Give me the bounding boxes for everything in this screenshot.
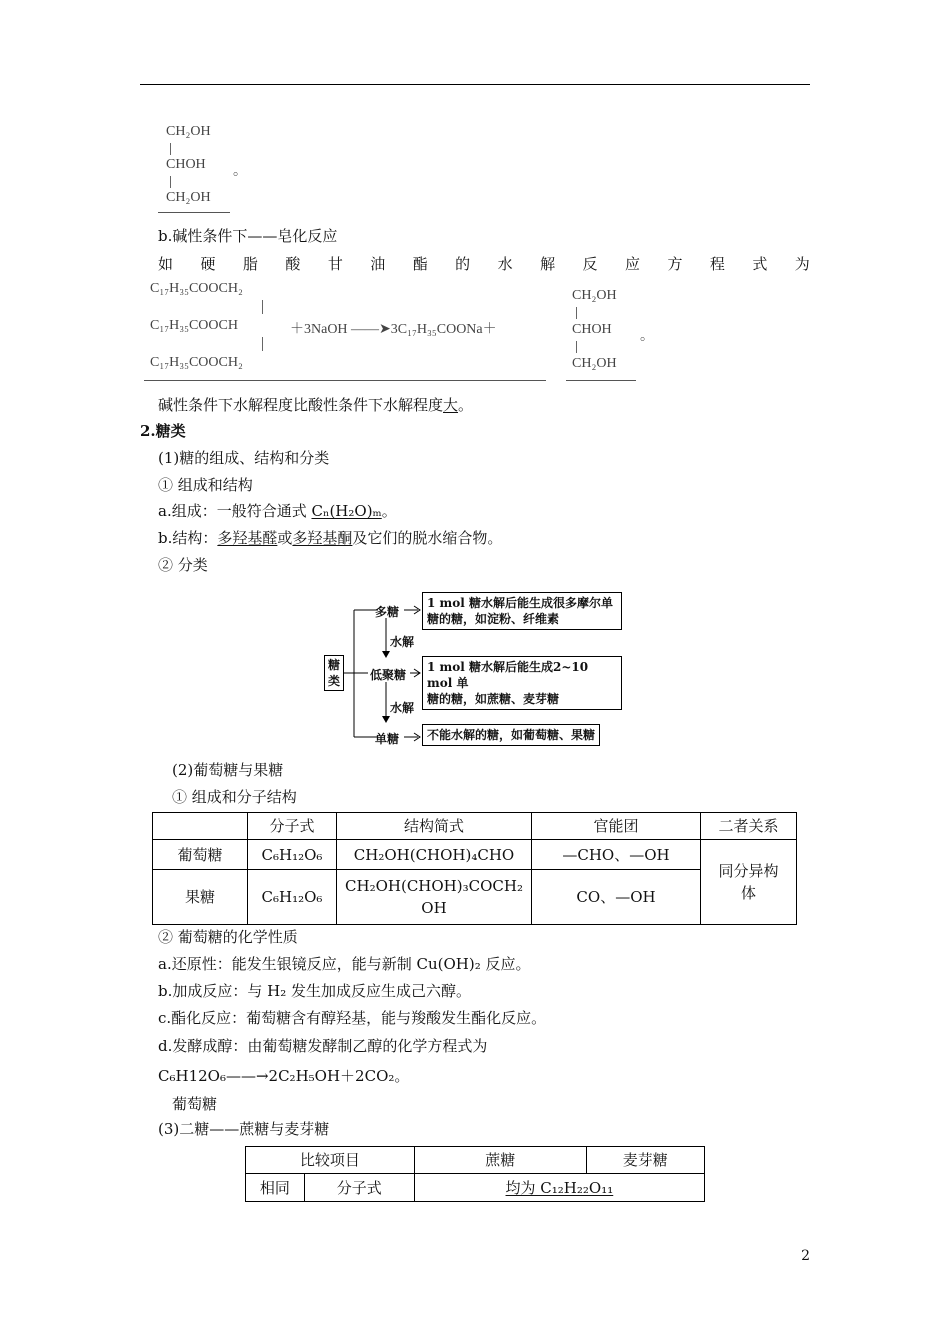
justified-char: 方 [667,255,683,273]
bond-line [576,341,577,353]
justified-char: 程 [709,255,725,273]
page-number: 2 [801,1248,810,1264]
item-molecular-structure: ① 组成和分子结构 [172,788,297,806]
justified-char: 酯 [412,255,428,273]
ester-row-1: C₁₇H₃₅COOCH₂ [150,281,243,296]
table-cell: 分子式 [304,1174,414,1202]
ester-row-2: C₁₇H₃₅COOCH [150,318,238,333]
table-header: 结构简式 [337,813,532,840]
bond-line [262,300,263,314]
table-cell: CH₂OH(CHOH)₄CHO [337,840,532,870]
image-underline [144,380,546,381]
label-hydrolysis-1: 水解 [390,635,415,649]
property-b: b.加成反应：与 H₂ 发生加成反应生成己六醇。 [158,982,472,1000]
glycerol-period: 。 [233,164,247,179]
table-header: 麦芽糖 [586,1147,704,1174]
fermentation-condition: 葡萄糖 [172,1095,218,1113]
justified-char: 脂 [242,255,258,273]
table-cell: 果糖 [153,870,248,925]
glycerol-line-1: CH₂OH [166,124,211,139]
table-cell: —CHO、—OH [532,840,701,870]
property-c: c.酯化反应：葡萄糖含有醇羟基，能与羧酸发生酯化反应。 [158,1009,547,1027]
subsection-2: (2)葡萄糖与果糖 [172,761,284,779]
justified-char: 式 [752,255,768,273]
glycerol-product-2: CHOH [572,322,612,337]
image-underline [566,380,636,381]
justified-char: 水 [497,255,513,273]
table-cell: CH₂OH(CHOH)₃COCH₂ OH [337,870,532,925]
equation-period: 。 [640,329,654,344]
justified-char: 甘 [327,255,343,273]
justified-char: 如 [158,255,174,273]
justified-char: 解 [540,255,556,273]
table-cell: 相同 [246,1174,305,1202]
header-rule [140,84,810,85]
root-box: 糖类 [324,655,344,691]
table-header: 分子式 [248,813,337,840]
glycerol-product-1: CH₂OH [572,288,617,303]
disaccharide-table [245,1146,705,1202]
saponification-title: b.碱性条件下——皂化反应 [158,227,338,245]
table-cell: C₆H₁₂O₆ [248,870,337,925]
label-hydrolysis-2: 水解 [390,701,415,715]
table-header: 官能团 [532,813,701,840]
table-header [153,813,248,840]
justified-char: 应 [624,255,640,273]
justified-char: 油 [370,255,386,273]
glycerol-line-2: CHOH [166,157,206,172]
table-cell-relation: 同分异构 体 [701,840,797,925]
justified-char: 反 [582,255,598,273]
table-header: 比较项目 [246,1147,415,1174]
box-monosaccharide: 不能水解的糖，如葡萄糖、果糖 [422,724,600,746]
ester-row-3: C₁₇H₃₅COOCH₂ [150,355,243,370]
item-composition-structure: ① 组成和结构 [158,476,253,494]
table-header: 二者关系 [701,813,797,840]
table-header: 蔗糖 [414,1147,586,1174]
label-monosaccharide: 单糖 [375,732,400,746]
box-polysaccharide: 1 mol 糖水解后能生成很多摩尔单 糖的糖，如淀粉、纤维素 [422,592,622,630]
equation-middle: ＋3NaOH ——➤3C₁₇H₃₅COONa＋ [290,322,497,337]
table-cell: 均为 C₁₂H₂₂O₁₁ [414,1174,704,1202]
justified-line [158,254,810,274]
table-cell: C₆H₁₂O₆ [248,840,337,870]
bond-line [576,307,577,319]
structure-line: b.结构：多羟基醛或多羟基酮及它们的脱水缩合物。 [158,529,503,547]
justified-char: 酸 [285,255,301,273]
property-d: d.发酵成醇：由葡萄糖发酵制乙醇的化学方程式为 [158,1037,488,1055]
composition-line: a.组成：一般符合通式 Cₙ(H₂O)ₘ。 [158,502,397,520]
bond-line [170,143,171,155]
box-oligosaccharide: 1 mol 糖水解后能生成2~10 mol 单 糖的糖，如蔗糖、麦芽糖 [422,656,622,710]
item-chemical-properties: ② 葡萄糖的化学性质 [158,928,298,946]
label-oligosaccharide: 低聚糖 [370,668,407,682]
section-sugar: 2.糖类 [140,422,186,440]
justified-char: 为 [794,255,810,273]
glycerol-line-3: CH₂OH [166,190,211,205]
label-polysaccharide: 多糖 [375,605,400,619]
justified-char: 硬 [200,255,216,273]
bond-line [170,176,171,188]
subsection-3: (3)二糖——蔗糖与麦芽糖 [158,1120,330,1138]
justified-char: 的 [455,255,471,273]
table-cell: CO、—OH [532,870,701,925]
basic-note: 碱性条件下水解程度比酸性条件下水解程度大。 [158,396,474,414]
image-underline [158,212,230,213]
glucose-fructose-table [152,812,797,925]
bond-line [262,337,263,351]
table-cell: 葡萄糖 [153,840,248,870]
glycerol-product-3: CH₂OH [572,356,617,371]
property-a: a.还原性：能发生银镜反应，能与新制 Cu(OH)₂ 反应。 [158,955,531,973]
item-classification: ② 分类 [158,556,208,574]
fermentation-equation: C₆H12O₆——→2C₂H₅OH＋2CO₂。 [158,1067,410,1085]
subsection-1: (1)糖的组成、结构和分类 [158,449,330,467]
